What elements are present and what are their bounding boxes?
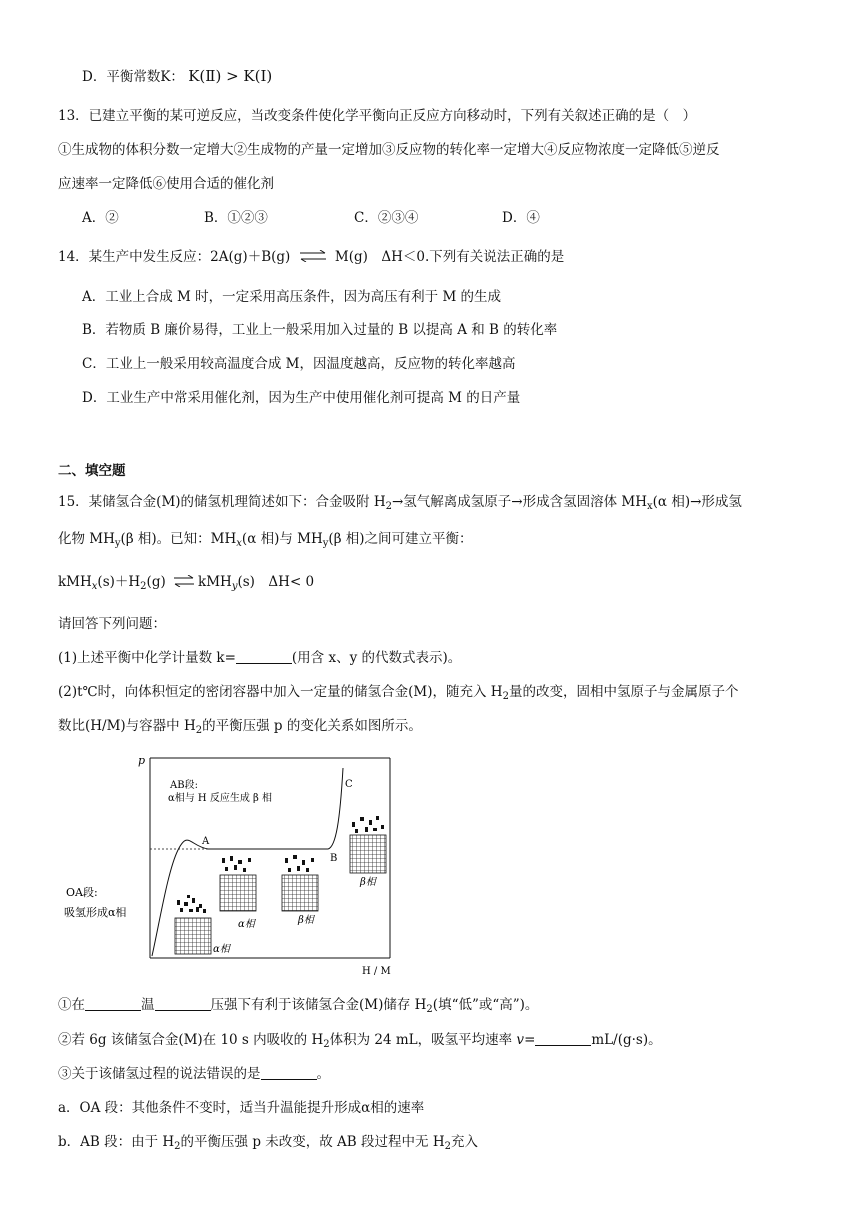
q13-items-line1: ①生成物的体积分数一定增大②生成物的产量一定增加③反应物的转化率一定增大④反应物浓度一定降低⑤逆反 <box>58 142 720 158</box>
q15-s1-b: 温 <box>141 997 155 1013</box>
q14-stem <box>58 247 564 267</box>
q13-option-d: D．④ <box>502 210 540 226</box>
equilibrium-arrow-icon <box>298 250 328 262</box>
answer-blank[interactable] <box>261 1065 317 1080</box>
phase-label: α相 <box>238 919 255 930</box>
subscript: x <box>236 538 242 549</box>
q15-part1 <box>58 648 461 668</box>
q15-equation <box>58 572 314 597</box>
q15-line2-d: (β 相)之间可建立平衡： <box>328 531 473 547</box>
q15-p1-a: (1)上述平衡中化学计量数 k= <box>58 650 236 666</box>
q14-stem-pre: 14．某生产中发生反应：2A(g)＋B(g) <box>58 249 291 265</box>
q14-option-b: B．若物质 B 廉价易得，工业上一般采用加入过量的 B 以提高 A 和 B 的转化率 <box>82 322 558 338</box>
subscript: 2 <box>444 1141 451 1152</box>
q15-line2-c: (α 相)与 MH <box>241 531 323 547</box>
ab-segment-desc: α相与 H 反应生成 β 相 <box>168 793 272 804</box>
subscript: 2 <box>140 581 147 592</box>
subscript: 2 <box>195 725 203 736</box>
q15-line2-a: 化物 MH <box>58 531 115 547</box>
q15-p2-line2-a: 数比(H/M)与容器中 H <box>58 718 196 734</box>
oa-segment-desc: 吸氢形成α相 <box>64 906 127 919</box>
q13-stem: 13．已建立平衡的某可逆反应，当改变条件使化学平衡向正反应方向移动时，下列有关叙述正确的是（ ） <box>58 108 697 124</box>
subscript: 2 <box>502 691 509 702</box>
eq-part: (s) ΔH< 0 <box>237 574 315 590</box>
subscript: 2 <box>174 1141 181 1152</box>
q13-option-b: B．①②③ <box>204 210 268 226</box>
q13-items-line2: 应速率一定降低⑥使用合适的催化剂 <box>58 176 274 192</box>
q15-sub3 <box>58 1064 330 1084</box>
answer-blank[interactable] <box>535 1031 591 1046</box>
subscript: 2 <box>426 1004 433 1015</box>
eq-part: kMH <box>58 574 92 590</box>
q15-s2-c: v <box>516 1032 525 1048</box>
q15-intro-a: 15．某储氢合金(M)的储氢机理简述如下：合金吸附 H <box>58 494 386 510</box>
q15-intro-b: →氢气解离成氢原子→形成含氢固溶体 MH <box>391 494 647 510</box>
ab-segment-title: AB段: <box>170 780 198 791</box>
q15-intro-line2 <box>58 529 473 554</box>
lattice-alpha-2 <box>220 856 257 930</box>
answer-blank[interactable] <box>236 649 292 664</box>
oa-segment-title: OA段: <box>66 886 98 899</box>
y-axis-label: p <box>138 754 146 767</box>
q15-p2-line2-b: 的平衡压强 p 的变化关系如图所示。 <box>202 718 422 734</box>
q15-sub1 <box>58 995 538 1020</box>
q15-s3-a: ③关于该储氢过程的说法错误的是 <box>58 1066 261 1082</box>
subscript: y <box>231 581 238 592</box>
answer-blank[interactable] <box>85 996 141 1011</box>
point-a-label: A <box>202 836 210 847</box>
q15-p2-b: 量的改变，固相中氢原子与金属原子个 <box>508 684 739 700</box>
phase-label: α相 <box>213 944 230 955</box>
q15-s2-a: ②若 6g 该储氢合金(M)在 10 s 内吸收的 H <box>58 1032 324 1048</box>
eq-part: (g) <box>146 574 166 590</box>
q15-p2-a: (2)t℃时，向体积恒定的密闭容器中加入一定量的储氢合金(M)，随充入 H <box>58 684 503 700</box>
q15-s1-d: (填“低”或“高”)。 <box>432 997 539 1013</box>
q15-line2-b: (β 相)。已知：MH <box>120 531 237 547</box>
point-b-label: B <box>330 853 338 864</box>
subscript: 2 <box>385 501 392 512</box>
subscript: y <box>114 538 121 549</box>
eq-part: kMH <box>198 574 232 590</box>
q14-option-c: C．工业上一般采用较高温度合成 M，因温度越高，反应物的转化率越高 <box>82 356 516 372</box>
subscript: x <box>647 501 653 512</box>
lattice-beta-2 <box>350 816 386 888</box>
subscript: 2 <box>323 1039 330 1050</box>
q15-s2-d: = <box>524 1032 536 1048</box>
q15-s1-c: 压强下有利于该储氢合金(M)储存 H <box>210 997 427 1013</box>
q13-option-c: C．②③④ <box>354 210 419 226</box>
q13-option-a: A．② <box>82 210 119 226</box>
q14-stem-post: M(g) ΔH＜0.下列有关说法正确的是 <box>334 249 565 265</box>
q15-s1-a: ①在 <box>58 997 85 1013</box>
q15-part2-line2 <box>58 716 422 741</box>
q15-intro-c: (α 相)→形成氢 <box>652 494 742 510</box>
equilibrium-arrow-icon <box>172 575 196 587</box>
q12-option-d-formula: K(Ⅱ) > K(Ⅰ) <box>188 67 273 85</box>
q15-s2-b: 体积为 24 mL，吸氢平均速率 <box>329 1032 517 1048</box>
point-c-label: C <box>345 779 353 790</box>
q15-opt-b-a: b．AB 段：由于 H <box>58 1134 175 1150</box>
q15-p1-b: (用含 x、y 的代数式表示)。 <box>291 650 462 666</box>
q15-s3-b: 。 <box>316 1066 330 1082</box>
eq-part: (s)＋H <box>97 574 141 590</box>
q15-opt-b-b: 的平衡压强 p 未改变，故 AB 段过程中无 H <box>180 1134 445 1150</box>
q15-opt-b-c: 充入 <box>450 1134 478 1150</box>
q15-intro-line1 <box>58 492 742 517</box>
q14-option-d: D．工业生产中常采用催化剂，因为生产中使用催化剂可提高 M 的日产量 <box>82 390 521 406</box>
hydrogen-storage-diagram <box>60 750 420 980</box>
q15-s2-e: mL/(g·s)。 <box>591 1032 662 1048</box>
subscript: y <box>322 538 329 549</box>
x-axis-label: H / M <box>362 966 391 977</box>
q15-sub2 <box>58 1030 662 1055</box>
q15-part2-line1 <box>58 682 738 707</box>
q15-prompt: 请回答下列问题： <box>58 616 166 632</box>
q12-option-d-label: D．平衡常数K： <box>82 69 184 85</box>
q14-option-a: A．工业上合成 M 时，一定采用高压条件，因为高压有利于 M 的生成 <box>82 289 502 305</box>
phase-label: β相 <box>298 915 314 926</box>
phase-label: β相 <box>360 877 376 888</box>
q15-option-b <box>58 1132 478 1157</box>
answer-blank[interactable] <box>155 996 211 1011</box>
lattice-beta-1 <box>282 855 318 926</box>
q12-option-d <box>82 66 272 87</box>
subscript: x <box>91 581 98 592</box>
q15-option-a: a．OA 段：其他条件不变时，适当升温能提升形成α相的速率 <box>58 1100 425 1116</box>
section-title: 二、填空题 <box>58 463 126 479</box>
